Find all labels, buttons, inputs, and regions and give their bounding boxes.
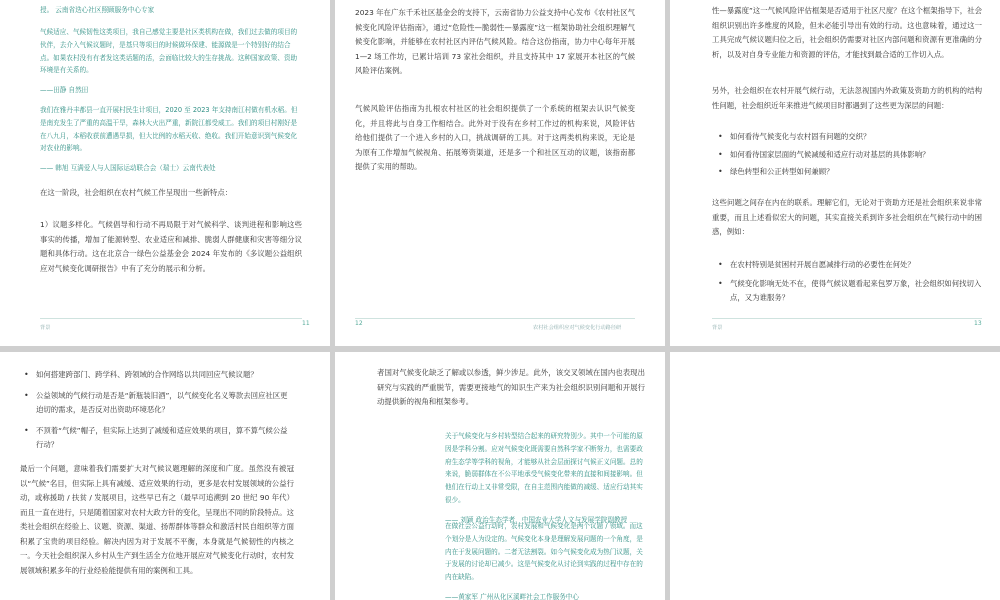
footer-divider xyxy=(712,318,982,319)
question-list xyxy=(22,368,292,453)
paragraph-2: 气候风险评估指南为扎根农村社区的社会组织提供了一个系统的框架去认识气候变化，并且将此与自身工作相结合。此外对于没有在乡村工作过的机构来说，风险评估给他们提供了一个进入乡村的入口，挑战调研的工具。对于这两类机构来说，无论是为原有工作增加气候视角、拓展筹资渠道，还是多一个和社区互动的议题，该指南都提供了实用的帮助。 xyxy=(355,104,635,171)
footer-divider xyxy=(40,318,302,319)
paragraph: 者国对气候变化缺乏了解或以参透，鲜少涉足。此外，该交叉领域在国内也表现出研究与实践的严重脱节，需要更接地气的知识生产来为社会组织识别问题和开展行动提供新的视角和框架参考。 xyxy=(377,368,645,406)
quote-block-1 xyxy=(40,26,302,97)
list-item: • 如何看待气候变化与农村固有问题的交织？ xyxy=(716,130,982,145)
footer-title: 农村社会组织应对气候变化行动路径研 xyxy=(533,325,622,331)
list-item: • 如何看待国家层面的气候减缓和适应行动对基层的具体影响？ xyxy=(716,148,982,163)
intro-paragraph: 在这一阶段，社会组织在农村气候工作呈现出一些新特点： xyxy=(40,188,233,197)
list-item: • 如何搭建跨部门、跨学科、跨领域的合作网络以共同回应气候议题？ xyxy=(22,368,292,383)
page-number: 13 xyxy=(974,320,982,327)
list-item: • 不顶着“气候”帽子，但实际上达到了减缓和适应效果的项目，算不算气候公益行动？ xyxy=(22,424,292,453)
quote-author: ——黄家军 广州从化区溪畔社会工作服务中心 xyxy=(445,592,579,600)
quote-attribution-top: 授。 云南省迭心社区照顾服务中心专家 xyxy=(40,6,155,14)
quote-text: 气候适应、气候韧性这类项目，我自己感觉主要是社区类机构在做，我们过去做的项目的伙伴，去介入气候议题时，是基只等项目的时候做环保建、能源做是一个特别好的结合点。如果农村没有有者发这类话题的活，会面临比较大的生存挑战。这种国家政策、资助环境是有关系的。 xyxy=(40,28,298,75)
page-number: 12 xyxy=(355,320,363,327)
list-item: • 绿色转型和公正转型如何兼顾？ xyxy=(716,165,982,180)
quote-text: 在做社会公益行动时，农村发展和气候变化是两个议题 / 领域。而这个划分是人为设定的。气候变化本身是理解发展问题的一个角度，是内在于发展问题的。二者无法割裂。如今气候变化成为热门议题，关于发展的讨论却已减少。这是气候变化从讨论到实践的过程中存在的内在缺陷。 xyxy=(445,522,643,582)
question-list-1 xyxy=(716,130,982,180)
quote-block-2 xyxy=(40,104,302,175)
list-item: • 公益领域的气候行动是否是“新瓶装旧酒”，以气候变化名义筹款去回应社区更迫切的需求，是否反对出资助环境恶化？ xyxy=(22,389,292,418)
point-paragraph: 1）议题多样化。气候倡导和行动不再局限于对气候科学、谈判进程和影响这些事实的传播，增加了能源转型、农业适应和减排、脆弱人群健康和灾害等细分议题和具体行动。这在北京合一绿色公益基金会 2024 年发布的《多议题公益组织应对气候变化调研报告》中有了充分的展示和分析。 xyxy=(40,220,302,273)
quote-text: 关于气候变化与乡村转型结合起来的研究特别少。其中一个可能的原因是学科分割。应对气候变化既需要自然科学家不断努力，也需要政府生态学等学科的视角，才能够从社会层面探讨气候正义问题。总的来说，脆弱群体在不公平地承受气候变化带来的直接和间接影响。但他们在行动上又非常受限，在自主范围内能做的减缓、适应行动其实很少。 xyxy=(445,432,643,504)
quote-text: 我们在雅丹丰都县一直开展村民生计项目，2020 至 2023 年支持南江村做有机水稻。但是南充发生了严重的高温干旱，森林大火出严重，新院江都受威工。我们的项目村刚好是在八九月，本稻收获前遭遇旱损，但大比例的水稻天收、绝收。我们开始意识到气候变化对农业的影响。 xyxy=(40,106,298,153)
quote-author: ——田静 自然田 xyxy=(40,86,89,95)
footer-section: 背景 xyxy=(712,325,723,331)
footer-divider xyxy=(355,318,635,319)
quote-block-2 xyxy=(445,520,645,600)
page-number: 11 xyxy=(302,320,310,327)
paragraph-1: 2023 年在广东千禾社区基金会的支持下，云南省协力公益支持中心发布《农村社区气候变化风险评估指南》，通过“危险性—脆弱性—暴露度”这一框架协助社会组织理解气候变化影响，并能够在农村社区内评估气候风险。结合这份指南，协力中心每年开展 1—2 场工作坊，已累计培训 73 家社会组织，并且支持其中 17 家展开本社区的气候风险评估案例。 xyxy=(355,8,635,75)
footer-section: 背景 xyxy=(40,325,51,331)
paragraph-3: 这些问题之间存在内在的联系。理解它们，无论对于资助方还是社会组织来说非常重要，而且上述看似宏大的问题，其实直接关系到许多社会组织在气候行动中的困惑，例如： xyxy=(712,198,982,236)
page-11 xyxy=(0,0,330,346)
page-13 xyxy=(670,0,1000,346)
page-14 xyxy=(0,352,330,600)
list-item: • 气候变化影响无处不在，使得气候议题看起来包罗万象，社会组织如何找切入点，又为谁服务？ xyxy=(716,277,982,306)
quote-block-1 xyxy=(445,430,645,527)
question-list-2 xyxy=(716,258,982,306)
page-12 xyxy=(335,0,665,346)
page-15 xyxy=(335,352,665,600)
quote-author: —— 韩旭 互满爱人与人国际运动联合会（瑞士）云南代表处 xyxy=(40,164,216,173)
quote-author: —— 刘颖 政治生态学者，中国农业大学人文与发展学院副教授 xyxy=(445,515,628,524)
paragraph-2: 另外，社会组织在农村开展气候行动，无法忽视国内外政策及资助方的机构的结构性问题，社会组织近年来推进气候项目时都遇到了这些更为深层的问题： xyxy=(712,86,982,110)
paragraph-1: 性—暴露度”这一气候风险评估框架是否适用于社区尺度？在这个框架指导下，社会组织识别出许多维度的风险，但未必能引导出有效的行动。这也意味着，通过这一工具完成气候议题归位之后，社会组织仍需要对社区内部问题和资源有更准确的分析，以及对自身专业能力和资源的评估，才能找到最合适的工作切入点。 xyxy=(712,6,982,59)
list-item: • 在农村特别是贫困村开展自愿减排行动的必要性在何处？ xyxy=(716,258,982,273)
page-16-blank xyxy=(670,352,1000,600)
paragraph: 最后一个问题，意味着我们需要扩大对气候议题理解的深度和广度。虽然没有被冠以“气候”名目，但实际上具有减缓、适应效果的行动，更多是农村发展领域的公益行动，或称援助 / 扶贫 / 发展项目，这些早已有之（最早可追溯到 20 世纪 90 年代）而且一直在进行，只是随着国家对农村大政方针的变化，呈现出不同的阶段特点。这类社会组织在经验上、议题、资源、渠道、扬帮群体等群众和激活村民自组织等方面积累了宝贵的项目经验。解决内因为对于发展不平衡，本身就是气候韧性的内核之一。今天社会组织深入乡村从生产到生活全方位地开展应对气候变化行动时，农村发展领域积累多年的行业经验能提供有用的案例和工具。 xyxy=(20,464,294,575)
